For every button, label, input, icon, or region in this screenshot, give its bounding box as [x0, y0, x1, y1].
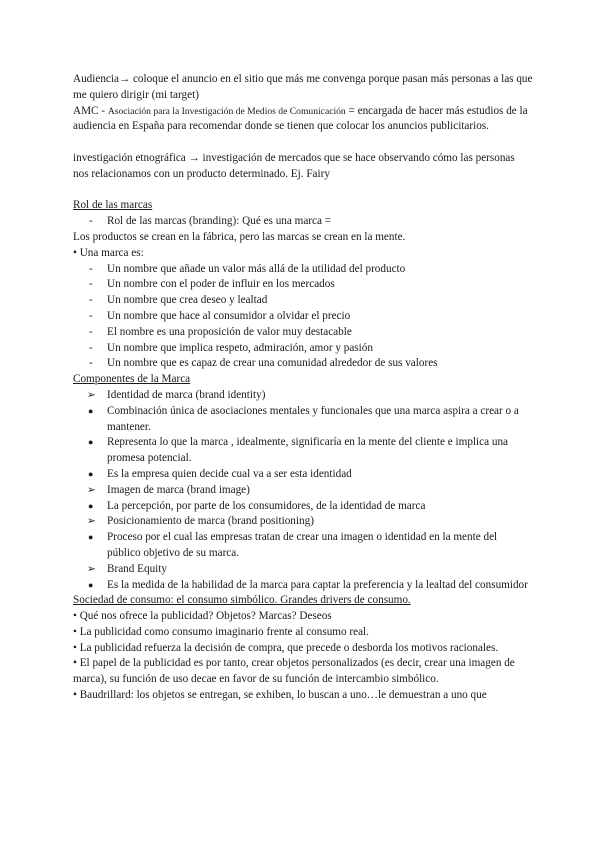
- arrow-item-text: Imagen de marca (brand image): [107, 483, 250, 496]
- amc-paragraph: [73, 104, 533, 136]
- list-item: [73, 341, 533, 357]
- arrow-item-text: Posicionamiento de marca (brand positioning): [107, 515, 314, 528]
- list-item: [73, 262, 533, 278]
- bullet-item-text: La percepción, por parte de los consumidores, de la identidad de marca: [107, 499, 426, 512]
- bullet-item-text: Proceso por el cual las empresas tratan de crear una imagen o identidad en la mente del público objetivo de su marca.: [107, 531, 498, 559]
- list-item-text: Un nombre que hace al consumidor a olvidar el precio: [107, 309, 351, 322]
- marca-definition-list: [73, 262, 533, 373]
- bullet-item-text: Es la medida de la habilidad de la marca para captar la preferencia y la lealtad del consumidor: [107, 578, 528, 591]
- arrow-bullet-icon: ➢: [87, 389, 96, 401]
- arrow-item-text: Identidad de marca (brand identity): [107, 388, 266, 401]
- sociedad-line: • La publicidad refuerza la decisión de compra, que precede o desborda los motivos racionales.: [73, 641, 499, 654]
- bullet-icon: ●: [88, 405, 94, 416]
- arrow-item: [73, 562, 533, 578]
- bullet-item: [73, 530, 533, 562]
- amc-abbr: AMC -: [73, 104, 108, 117]
- sociedad-line: • El papel de la publicidad es por tanto, crear objetos personalizados (es decir, crear una imagen de marca), su función de uso decae en favor de su función de intercambio simbólico.: [73, 657, 515, 686]
- dash-marker: -: [89, 215, 93, 228]
- bullet-item: [73, 435, 533, 467]
- dash-marker: -: [89, 278, 93, 291]
- bullet-icon: ●: [88, 579, 94, 590]
- bullet-item-text: Es la empresa quien decide cual va a ser esta identidad: [107, 467, 352, 480]
- list-item-text: Un nombre que crea deseo y lealtad: [107, 294, 268, 307]
- amc-rest: = encargada de hacer más estudios de la audiencia en España para recomendar donde se tienen que colocar los anuncios publicitarios.: [73, 104, 528, 133]
- document-page: [73, 72, 533, 704]
- dash-marker: -: [89, 262, 93, 275]
- productos-line: Los productos se crean en la fábrica, pero las marcas se crean en la mente.: [73, 230, 406, 243]
- list-item: [73, 309, 533, 325]
- sociedad-line: • Qué nos ofrece la publicidad? Objetos? Marcas? Deseos: [73, 610, 332, 623]
- bullet-item: [73, 404, 533, 436]
- list-item: [73, 325, 533, 341]
- list-item-text: Un nombre que implica respeto, admiración, amor y pasión: [107, 341, 373, 354]
- arrow-item-text: Brand Equity: [107, 562, 167, 575]
- dash-marker: -: [89, 294, 93, 307]
- blank-line: [73, 135, 533, 151]
- bullet-icon: ●: [88, 532, 94, 543]
- dash-marker: -: [89, 325, 93, 338]
- sociedad-line: • Baudrillard: los objetos se entregan, se exhiben, lo buscan a uno…le demuestran a uno que: [73, 689, 487, 702]
- list-item-text: Un nombre con el poder de influir en los mercados: [107, 278, 335, 291]
- dash-marker: -: [89, 341, 93, 354]
- bullet-item: [73, 578, 533, 594]
- bullet-item-text: Representa lo que la marca , idealmente, significaría en la mente del cliente e implica una promesa potencial.: [107, 436, 509, 465]
- rol-dash-text: Rol de las marcas (branding): Qué es una marca =: [107, 215, 332, 228]
- arrow-item: [73, 483, 533, 499]
- list-item: [73, 293, 533, 309]
- dash-marker: -: [89, 309, 93, 322]
- bullet-item: [73, 499, 533, 515]
- section-heading-rol: Rol de las marcas: [73, 199, 153, 212]
- blank-line: [73, 183, 533, 199]
- una-marca-es-line: • Una marca es:: [73, 246, 144, 259]
- bullet-icon: ●: [88, 437, 94, 448]
- arrow-bullet-icon: ➢: [87, 484, 96, 496]
- arrow-item: [73, 388, 533, 404]
- etnografica-paragraph: investigación etnográfica → investigación de mercados que se hace observando cómo las personas nos relacionamos con un producto determinado. Ej. Fairy: [73, 151, 515, 180]
- arrow-bullet-icon: ➢: [87, 563, 96, 575]
- sociedad-line: • La publicidad como consumo imaginario frente al consumo real.: [73, 625, 369, 638]
- arrow-item: [73, 514, 533, 530]
- list-item: [73, 356, 533, 372]
- bullet-icon: ●: [88, 500, 94, 511]
- bullet-icon: ●: [88, 468, 94, 479]
- amc-name: Asociación para la Investigación de Medios de Comunicación: [107, 105, 346, 117]
- list-item-text: Un nombre que es capaz de crear una comunidad alrededor de sus valores: [107, 357, 438, 370]
- bullet-item: [73, 467, 533, 483]
- rol-dash-item: [73, 214, 533, 230]
- section-heading-sociedad: Sociedad de consumo: el consumo simbólico. Grandes drivers de consumo.: [73, 594, 411, 607]
- arrow-bullet-icon: ➢: [87, 516, 96, 528]
- dash-marker: -: [89, 357, 93, 370]
- list-item-text: El nombre es una proposición de valor muy destacable: [107, 325, 352, 338]
- section-heading-componentes: Componentes de la Marca: [73, 373, 191, 386]
- bullet-item-text: Combinación única de asociaciones mentales y funcionales que una marca aspira a crear o a mantener.: [107, 404, 519, 433]
- componentes-list: [73, 388, 533, 593]
- list-item: [73, 277, 533, 293]
- list-item-text: Un nombre que añade un valor más allá de la utilidad del producto: [107, 262, 406, 275]
- audiencia-paragraph: Audiencia→ coloque el anuncio en el sitio que más me convenga porque pasan más personas a las que me quiero dirigir (mi target): [73, 73, 533, 101]
